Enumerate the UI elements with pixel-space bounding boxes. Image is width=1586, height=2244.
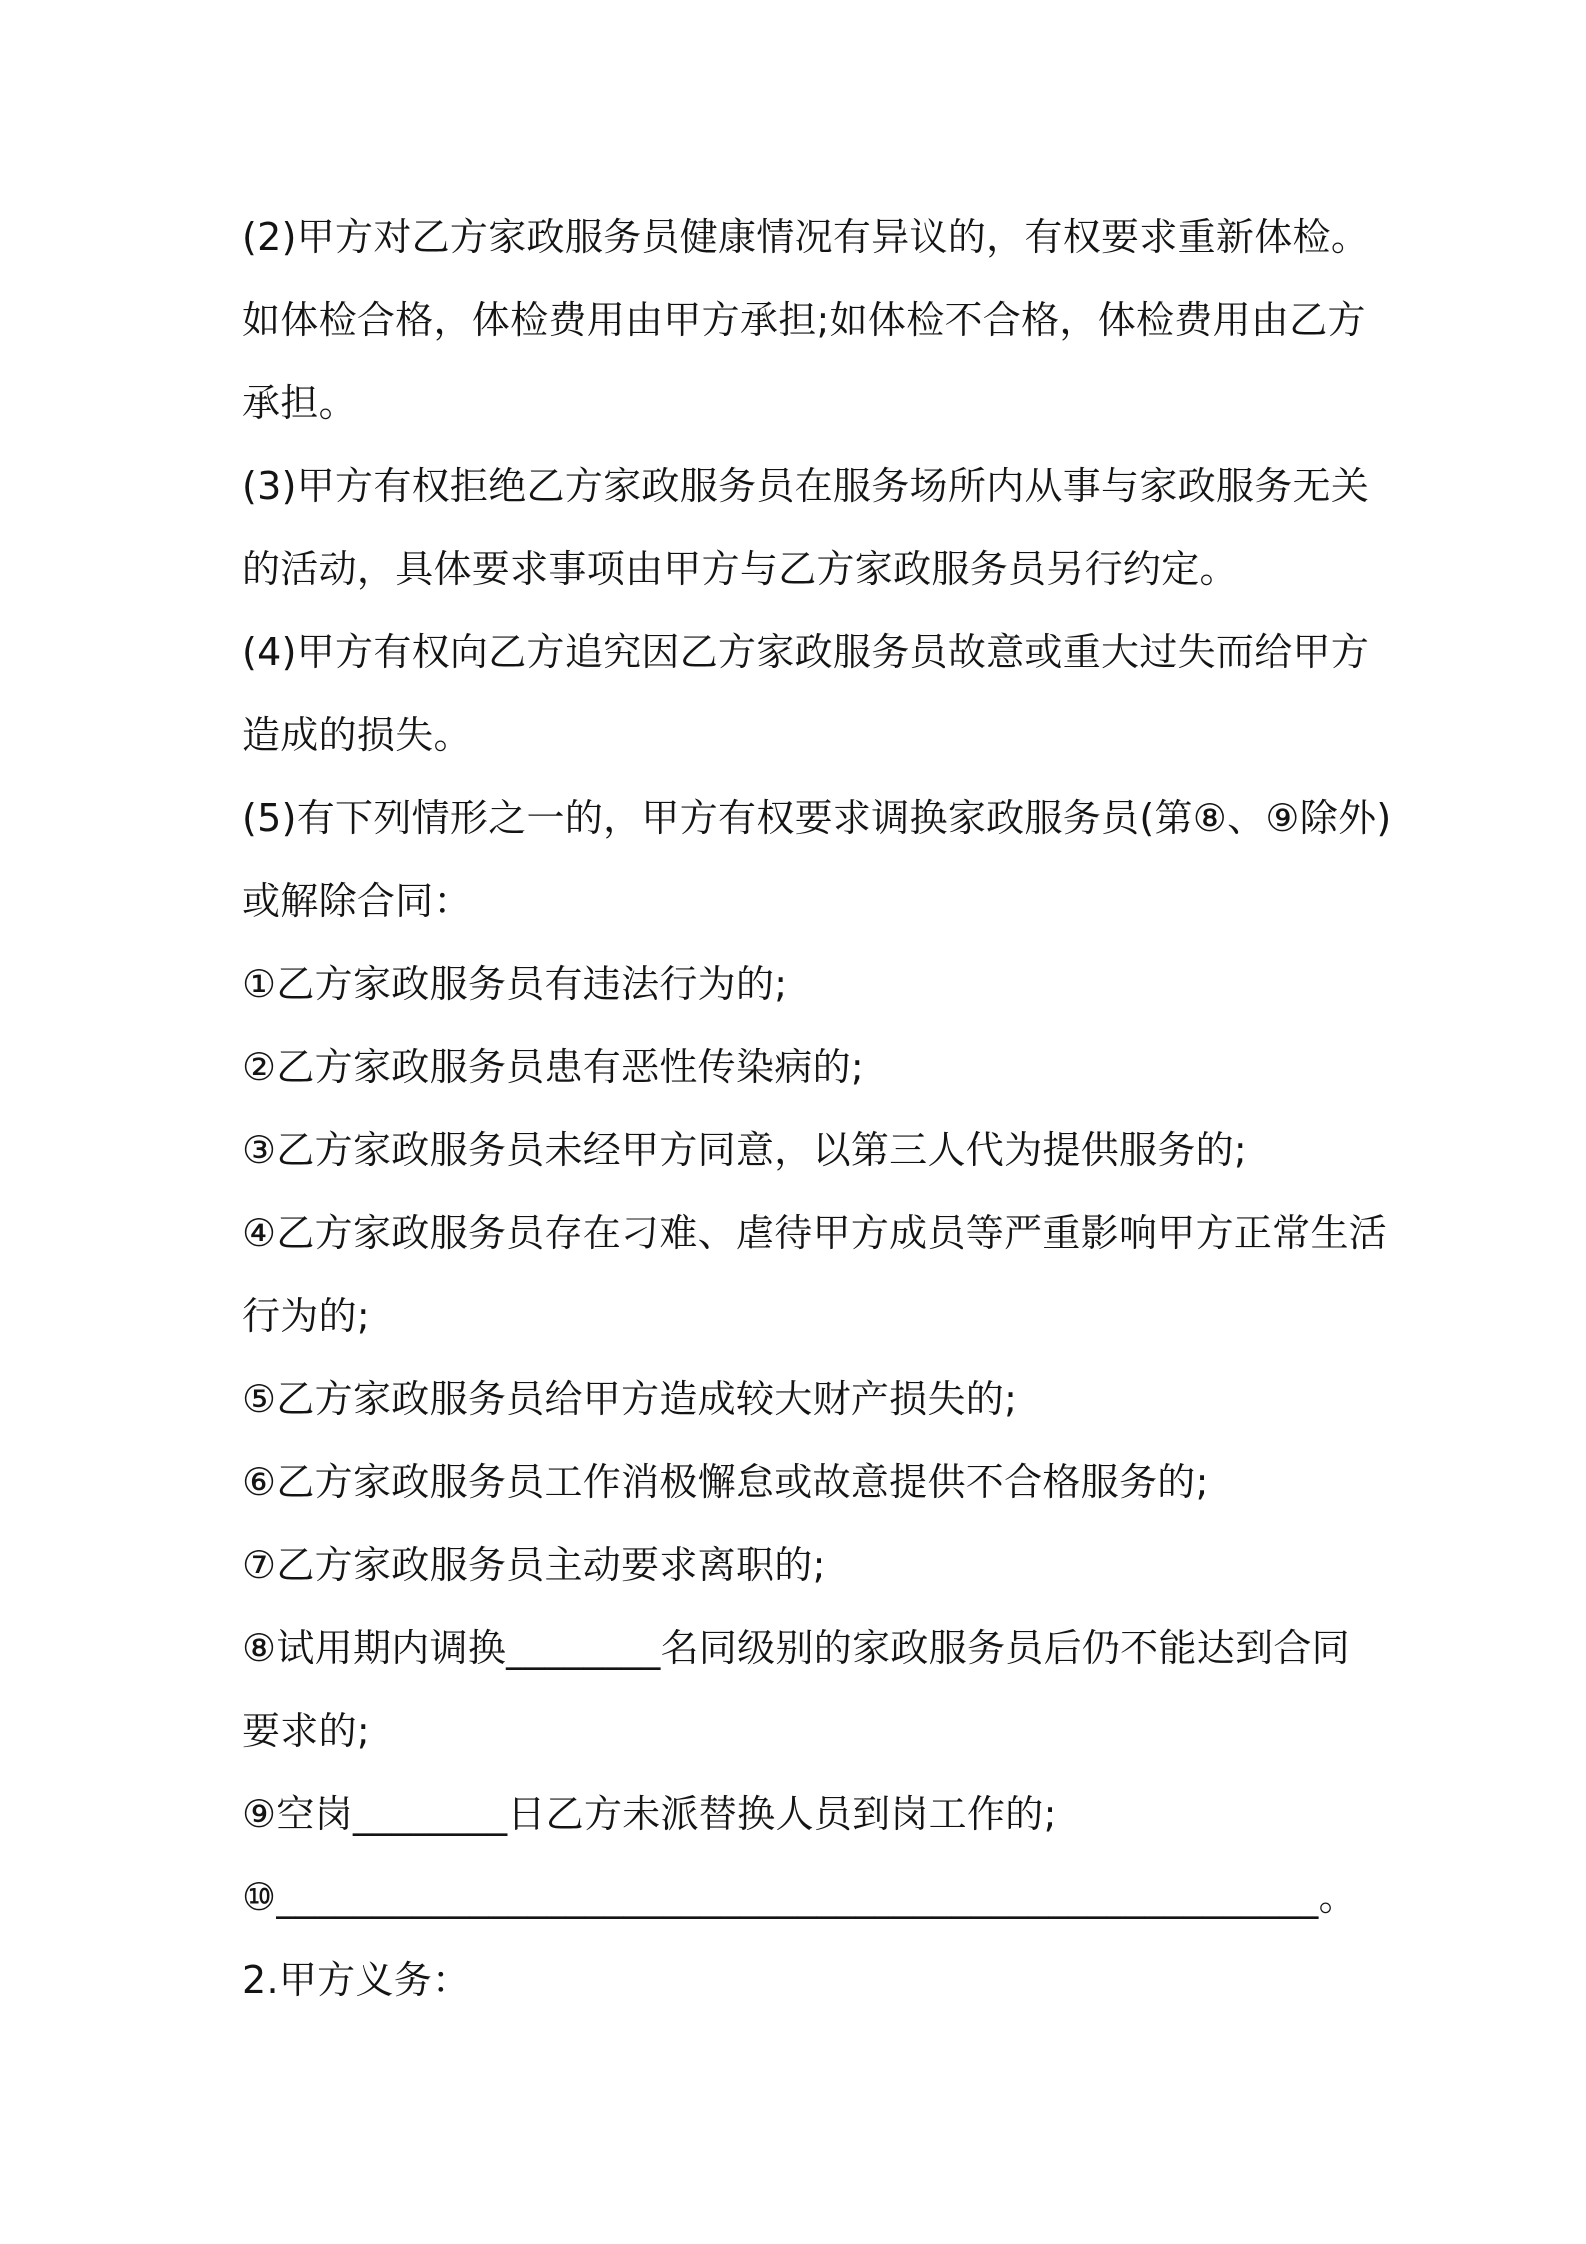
list-item-6: ⑥乙方家政服务员工作消极懈怠或故意提供不合格服务的; <box>242 1460 1209 1504</box>
list-item-7: ⑦乙方家政服务员主动要求离职的; <box>242 1543 826 1587</box>
list-item-9: ⑨空岗________日乙方未派替换人员到岗工作的; <box>242 1792 1057 1836</box>
clause-3-line-1: (3)甲方有权拒绝乙方家政服务员在服务场所内从事与家政服务无关 <box>242 464 1370 508</box>
section-heading-party-a-obligations: 2.甲方义务： <box>242 1958 471 2002</box>
list-item-4-line-1: ④乙方家政服务员存在刁难、虐待甲方成员等严重影响甲方正常生活 <box>242 1211 1388 1255</box>
clause-5-line-1: (5)有下列情形之一的，甲方有权要求调换家政服务员(第⑧、⑨除外) <box>242 796 1392 840</box>
clause-5-line-2: 或解除合同： <box>242 879 472 923</box>
list-item-8-line-1: ⑧试用期内调换________名同级别的家政服务员后仍不能达到合同 <box>242 1626 1350 1670</box>
clause-4-line-2: 造成的损失。 <box>242 713 472 757</box>
document-body <box>242 196 1392 2022</box>
clause-2-line-2: 如体检合格，体检费用由甲方承担;如体检不合格，体检费用由乙方 <box>242 298 1366 342</box>
list-item-2: ②乙方家政服务员患有恶性传染病的; <box>242 1045 864 1089</box>
list-item-8-line-2: 要求的; <box>242 1709 371 1753</box>
list-item-4-line-2: 行为的; <box>242 1294 371 1338</box>
clause-2-line-1: (2)甲方对乙方家政服务员健康情况有异议的，有权要求重新体检。 <box>242 215 1370 259</box>
clause-2-line-3: 承担。 <box>242 381 357 425</box>
list-item-5: ⑤乙方家政服务员给甲方造成较大财产损失的; <box>242 1377 1018 1421</box>
list-item-1: ①乙方家政服务员有违法行为的; <box>242 962 788 1006</box>
clause-3-line-2: 的活动，具体要求事项由甲方与乙方家政服务员另行约定。 <box>242 547 1238 591</box>
clause-4-line-1: (4)甲方有权向乙方追究因乙方家政服务员故意或重大过失而给甲方 <box>242 630 1370 674</box>
list-item-3: ③乙方家政服务员未经甲方同意，以第三人代为提供服务的; <box>242 1128 1247 1172</box>
list-item-10: ⑩______________________________________________________。 <box>242 1875 1357 1919</box>
